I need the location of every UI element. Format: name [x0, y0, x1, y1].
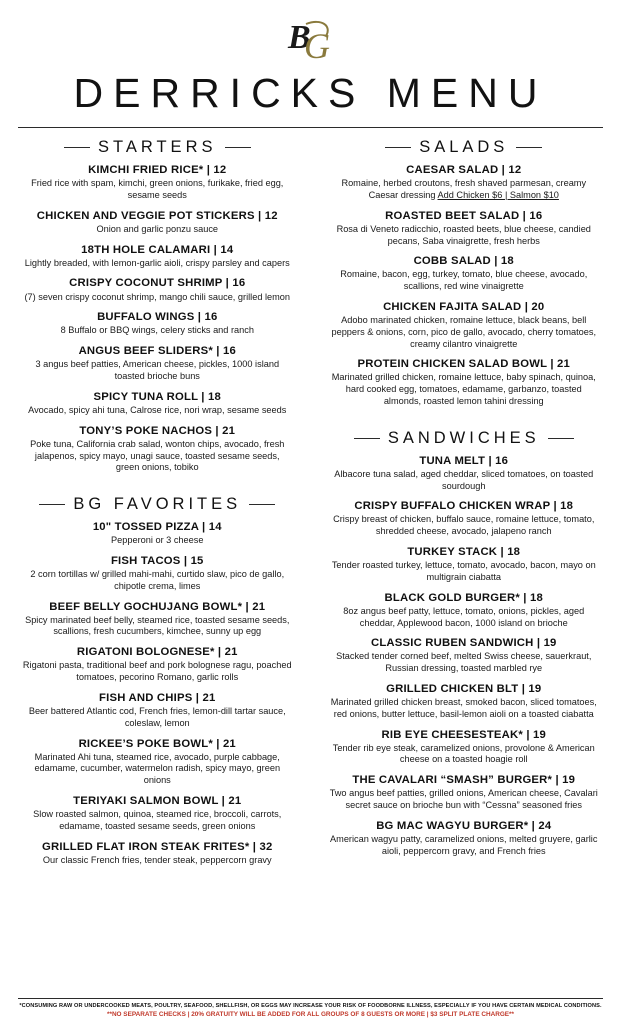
menu-item — [325, 682, 604, 721]
item-name: 10" TOSSED PIZZA | 14 — [92, 521, 222, 534]
item-name: ROASTED BEET SALAD | 16 — [385, 209, 543, 222]
section-gap — [325, 415, 604, 427]
item-name: PROTEIN CHICKEN SALAD BOWL | 21 — [357, 358, 570, 371]
heading-rule-right — [249, 504, 275, 505]
item-description: Crispy breast of chicken, buffalo sauce, romaine lettuce, tomato, shredded cheese, avocado, jalapeno ranch — [333, 514, 595, 537]
heading-rule-right — [516, 147, 542, 148]
menu-item — [18, 276, 297, 303]
item-description: Romaine, bacon, egg, turkey, tomato, blue cheese, avocado, scallions, red wine vinaigrette — [340, 269, 588, 292]
heading-rule-left — [39, 504, 65, 505]
menu-item — [325, 300, 604, 350]
right-column — [319, 136, 604, 994]
item-name: CHICKEN FAJITA SALAD | 20 — [383, 300, 545, 313]
menu-item — [18, 243, 297, 270]
item-name: RICKEE’S POKE BOWL* | 21 — [78, 737, 236, 750]
item-description: (7) seven crispy coconut shrimp, mango chili sauce, grilled lemon — [24, 291, 291, 302]
menu-item — [325, 591, 604, 630]
item-description: Rigatoni pasta, traditional beef and pork bolognese ragu, poached tomatoes, pecorino Romano, garlic rolls — [22, 660, 292, 683]
menu-item — [325, 254, 604, 293]
item-description: Slow roasted salmon, quinoa, steamed rice, broccoli, carrots, edamame, toasted sesame seeds, green onions — [33, 809, 282, 831]
footer — [18, 998, 603, 1018]
item-name: 18TH HOLE CALAMARI | 14 — [81, 243, 234, 256]
footer-disclaimer: *CONSUMING RAW OR UNDERCOOKED MEATS, POULTRY, SEAFOOD, SHELLFISH, OR EGGS MAY INCREASE YOUR RISK OF FOODBORNE ILLNESS, ESPECIALLY IF YOU HAVE CERTAIN MEDICAL CONDITIONS. — [19, 1003, 602, 1009]
menu-columns — [18, 128, 603, 994]
item-description: Rosa di Veneto radicchio, roasted beets, blue cheese, candied pecans, Saba vinaigrette, fresh herbs — [336, 223, 591, 246]
left-column — [18, 136, 303, 994]
item-name: RIGATONI BOLOGNESE* | 21 — [76, 646, 238, 659]
item-description: Adobo marinated chicken, romaine lettuce, black beans, bell peppers & onions, corn, pico de gallo, avocado, cherry tomatoes, creamy cilantro vinaigrette — [331, 315, 597, 349]
item-name: BEEF BELLY GOCHUJANG BOWL* | 21 — [49, 600, 266, 613]
heading-rule-left — [385, 147, 411, 148]
item-description: 3 angus beef patties, American cheese, pickles, 1000 island toasted brioche buns — [35, 359, 280, 382]
item-name: CRISPY BUFFALO CHICKEN WRAP | 18 — [354, 500, 574, 513]
item-name: TONY’S POKE NACHOS | 21 — [79, 424, 236, 437]
menu-item — [325, 773, 604, 812]
svg-text:B: B — [287, 19, 311, 56]
menu-item — [325, 499, 604, 538]
menu-item — [18, 554, 297, 593]
item-name: COBB SALAD | 18 — [413, 255, 514, 268]
menu-item — [18, 600, 297, 639]
item-name: CHICKEN AND VEGGIE POT STICKERS | 12 — [36, 209, 278, 222]
item-name: GRILLED FLAT IRON STEAK FRITES* | 32 — [42, 840, 273, 853]
item-name: THE CAVALARI “SMASH” BURGER* | 19 — [352, 774, 576, 787]
item-description: Fried rice with spam, kimchi, green onions, furikake, fried egg, sesame seeds — [31, 178, 284, 200]
item-description: Albacore tuna salad, aged cheddar, sliced tomatoes, on toasted sourdough — [334, 468, 594, 491]
heading-rule-left — [354, 438, 380, 439]
item-name: CRISPY COCONUT SHRIMP | 16 — [69, 277, 246, 290]
item-name: SPICY TUNA ROLL | 18 — [93, 390, 221, 403]
item-description: Marinated grilled chicken, romaine lettuce, baby spinach, quinoa, hard cooked egg, tomatoes, edamame, garbanzo, toasted almonds, roasted lemon tahini dressing — [331, 372, 596, 406]
item-description: 8oz angus beef patty, lettuce, tomato, onions, pickles, aged cheddar, Applewood bacon, 1000 island on brioche — [343, 605, 585, 628]
menu-item — [18, 310, 297, 337]
section-heading-starters — [18, 138, 297, 157]
item-name: CAESAR SALAD | 12 — [406, 164, 522, 176]
menu-item — [325, 163, 604, 202]
heading-rule-right — [548, 438, 574, 439]
item-description: Beer battered Atlantic cod, French fries, lemon-dill tartar sauce, coleslaw, lemon — [28, 705, 286, 728]
menu-item — [325, 545, 604, 584]
menu-item — [18, 737, 297, 787]
item-name: TUNA MELT | 16 — [419, 454, 509, 467]
section-title-text: SALADS — [419, 138, 509, 156]
item-description: Marinated Ahi tuna, steamed rice, avocado, purple cabbage, edamame, cucumber, watermelon radish, spicy mayo, green onions — [34, 751, 281, 786]
item-description: 8 Buffalo or BBQ wings, celery sticks and ranch — [60, 325, 254, 336]
item-name: GRILLED CHICKEN BLT | 19 — [386, 682, 542, 695]
bg-monogram-icon — [276, 12, 346, 68]
page-title: DERRICKS MENU — [73, 70, 548, 116]
item-description — [325, 178, 604, 202]
item-name: KIMCHI FRIED RICE* | 12 — [88, 164, 227, 176]
section-heading-salads — [325, 138, 604, 157]
item-name: CLASSIC RUBEN SANDWICH | 19 — [370, 637, 557, 650]
item-description: Stacked tender corned beef, melted Swiss cheese, sauerkraut, Russian dressing, toasted marbled rye — [336, 651, 592, 674]
menu-item — [18, 344, 297, 383]
menu-item — [325, 357, 604, 407]
menu-item — [325, 454, 604, 493]
section-bg-favorites — [18, 495, 297, 866]
item-name: BG MAC WAGYU BURGER* | 24 — [376, 819, 552, 832]
item-description: Lightly breaded, with lemon-garlic aioli, crispy parsley and capers — [24, 257, 290, 268]
add-protein-note: Add Chicken $6 | Salmon $10 — [437, 189, 559, 200]
item-name: FISH TACOS | 15 — [110, 554, 204, 567]
menu-item — [325, 209, 604, 248]
item-description: Pepperoni or 3 cheese — [111, 535, 204, 546]
section-title-text: BG FAVORITES — [73, 495, 242, 514]
item-name: ANGUS BEEF SLIDERS* | 16 — [78, 345, 236, 358]
item-description: 2 corn tortillas w/ grilled mahi-mahi, curtido slaw, pico de gallo, chipotle crema, limes — [30, 569, 285, 591]
section-title-text: STARTERS — [98, 138, 217, 156]
item-description: Our classic French fries, tender steak, peppercorn gravy — [42, 854, 272, 865]
menu-item — [18, 209, 297, 236]
item-name: BUFFALO WINGS | 16 — [97, 311, 218, 324]
item-name: BLACK GOLD BURGER* | 18 — [384, 591, 543, 604]
menu-item — [325, 636, 604, 675]
item-description: Tender roasted turkey, lettuce, tomato, avocado, bacon, mayo on multigrain ciabatta — [331, 560, 596, 582]
section-heading-bg-favorites — [18, 495, 297, 514]
menu-item — [325, 728, 604, 767]
item-description: Two angus beef patties, grilled onions, American cheese, Cavalari secret sauce on brioche bun with “Cessna” seasoned fries — [329, 788, 598, 811]
section-heading-sandwiches — [325, 429, 604, 448]
logo-container — [18, 12, 603, 68]
item-description: Marinated grilled chicken breast, smoked bacon, sliced tomatoes, red onions, butter lettuce, basil-lemon aioli on a toasted ciabatta — [330, 697, 597, 719]
menu-item — [18, 163, 297, 202]
footer-policy: **NO SEPARATE CHECKS | 20% GRATUITY WILL BE ADDED FOR ALL GROUPS OF 8 GUESTS OR MORE | $3 SPLIT PLATE CHARGE** — [106, 1011, 515, 1018]
menu-item — [18, 691, 297, 730]
menu-item — [18, 424, 297, 474]
svg-text:G: G — [303, 26, 330, 66]
section-salads — [325, 138, 604, 408]
item-name: TERIYAKI SALMON BOWL | 21 — [73, 794, 242, 807]
item-description: American wagyu patty, caramelized onions, melted gruyere, garlic aioli, peppercorn gravy, and French fries — [330, 833, 598, 856]
menu-item — [18, 390, 297, 417]
heading-rule-left — [64, 147, 90, 148]
menu-item — [18, 520, 297, 547]
menu-item — [18, 840, 297, 867]
menu-item — [325, 819, 604, 858]
item-description: Avocado, spicy ahi tuna, Calrose rice, nori wrap, sesame seeds — [28, 404, 287, 415]
menu-item — [18, 794, 297, 833]
section-gap — [18, 481, 297, 493]
item-description-text: Romaine, herbed croutons, fresh shaved parmesan, creamy Caesar dressing — [341, 178, 587, 200]
section-sandwiches — [325, 429, 604, 858]
heading-rule-right — [225, 147, 251, 148]
section-title-text: SANDWICHES — [387, 428, 540, 447]
menu-item — [18, 645, 297, 684]
item-name: FISH AND CHIPS | 21 — [99, 691, 216, 704]
item-name: RIB EYE CHEESESTEAK* | 19 — [381, 728, 546, 741]
item-description: Tender rib eye steak, caramelized onions, provolone & American cheese on a toasted hoagie roll — [332, 742, 595, 765]
item-description: Poke tuna, California crab salad, wonton chips, avocado, fresh jalapenos, spicy mayo, unagi sauce, toasted sesame seeds, green onions, tobiko — [30, 438, 285, 473]
item-description: Onion and garlic ponzu sauce — [96, 223, 219, 234]
section-starters — [18, 138, 297, 474]
item-description: Spicy marinated beef belly, steamed rice, toasted sesame seeds, scallions, fresh cucumbers, kimchee, sunny up egg — [25, 614, 290, 637]
item-name: TURKEY STACK | 18 — [407, 546, 521, 559]
